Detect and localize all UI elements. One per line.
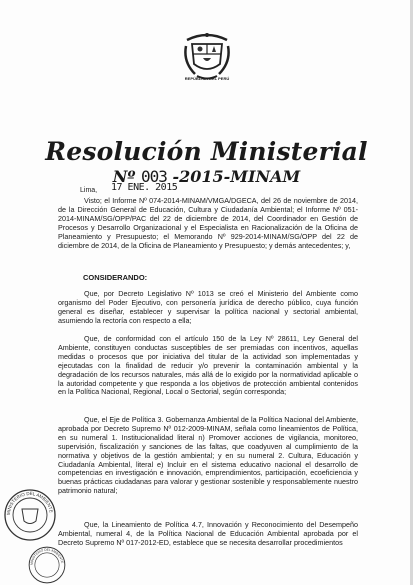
number-suffix: -2015-MINAM (172, 167, 301, 186)
ministry-seal-stamp-lower (19, 545, 75, 585)
svg-text:MINISTERIO DEL AMBIENTE: MINISTERIO DEL AMBIENTE (29, 547, 65, 566)
resolution-title: Resolución Ministerial (45, 137, 368, 166)
paragraph-ley-28611: Que, de conformidad con el artículo 150 de la Ley Nº 28611, Ley General del Ambiente, constituyen conductas susceptibles de ser premiadas con incentivos, aquellas medidas o procesos que por iniciativa del titular de la actividad son implementadas y ejecutadas con la finalidad de reducir y/o prevenir la contaminación ambiental y la degradación de los recursos naturales, más allá de lo exigido por la normatividad aplicable o la autoridad competente y que responda a los objetivos de protección ambiental contenidos en la Política Nacional, Regional, Local o Sectorial, según corresponda; (58, 334, 358, 397)
coat-of-arms-logo (183, 30, 231, 82)
crest-caption: REPÚBLICA DEL PERÚ (184, 76, 230, 81)
svg-text:MINISTERIO DEL AMBIENTE: MINISTERIO DEL AMBIENTE (5, 490, 54, 516)
paragraph-educacion-ambiental: Que, la Lineamiento de Política 4.7, Innovación y Reconocimiento del Desempeño Ambiental, numeral 4, de la Política Nacional de Educación Ambiental aprobada por el Decreto Supremo Nº 017-2012-ED, establece que se necesita desarrollar procedimientos (58, 520, 358, 547)
paragraph-politica-ambiente: Que, el Eje de Política 3. Gobernanza Ambiental de la Política Nacional del Ambiente, aprobada por Decreto Supremo Nº 012-2009-MINAM, señala como lineamientos de Política, en su numeral 1. Institucionalidad literal n) Promover acciones de vigilancia, monitoreo, supervisión, fiscalización y sanciones de las faltas, que coadyuven al cumplimiento de la normativa y objetivos de la gestión ambiental; y en su numeral 2. Cultura, Educación y Ciudadanía Ambiental, literal e) Incluir en el sistema educativo nacional el desarrollo de competencias en investigación e innovación, emprendimientos, participación, ecoeficiencia y buenas prácticas ciudadanas para valorar y gestionar sostenible y responsablemente nuestro patrimonio natural; (58, 415, 358, 496)
number-prefix: Nº (112, 167, 136, 186)
city-label: Lima, (80, 187, 98, 194)
considerando-heading: CONSIDERANDO: (83, 273, 148, 282)
date-stamp: 17 ENE. 2015 (111, 182, 178, 193)
paragraph-decreto-1013: Que, por Decreto Legislativo Nº 1013 se creó el Ministerio del Ambiente como organismo del Poder Ejecutivo, con personería jurídica de derecho público, cuya función general es diseñar, establecer y supervisar la política nacional y sectorial ambiental, asumiendo la rectoría con respecto a ella; (58, 289, 358, 325)
number-value: 003 (140, 167, 167, 186)
resolution-number (0, 167, 413, 186)
visto-paragraph: Visto; el Informe Nº 074-2014-MINAM/VMGA/DGECA, del 26 de noviembre de 2014, de la Dirección General de Educación, Cultura y Ciudadanía Ambiental; el Informe Nº 051-2014-MINAM/SG/OPP/PAC del 22 de diciembre de 2014, del Coordinador en Gestión de Procesos y Desarrollo Organizacional y el Especialista en Racionalización de la Oficina de Planeamiento y Presupuesto; el Memorando Nº 929-2014-MINAM/SG/OPP del 22 de diciembre de 2014, de la Oficina de Planeamiento y Presupuesto; y demás antecedentes; y, (58, 196, 358, 250)
ministry-seal-stamp (2, 487, 58, 543)
